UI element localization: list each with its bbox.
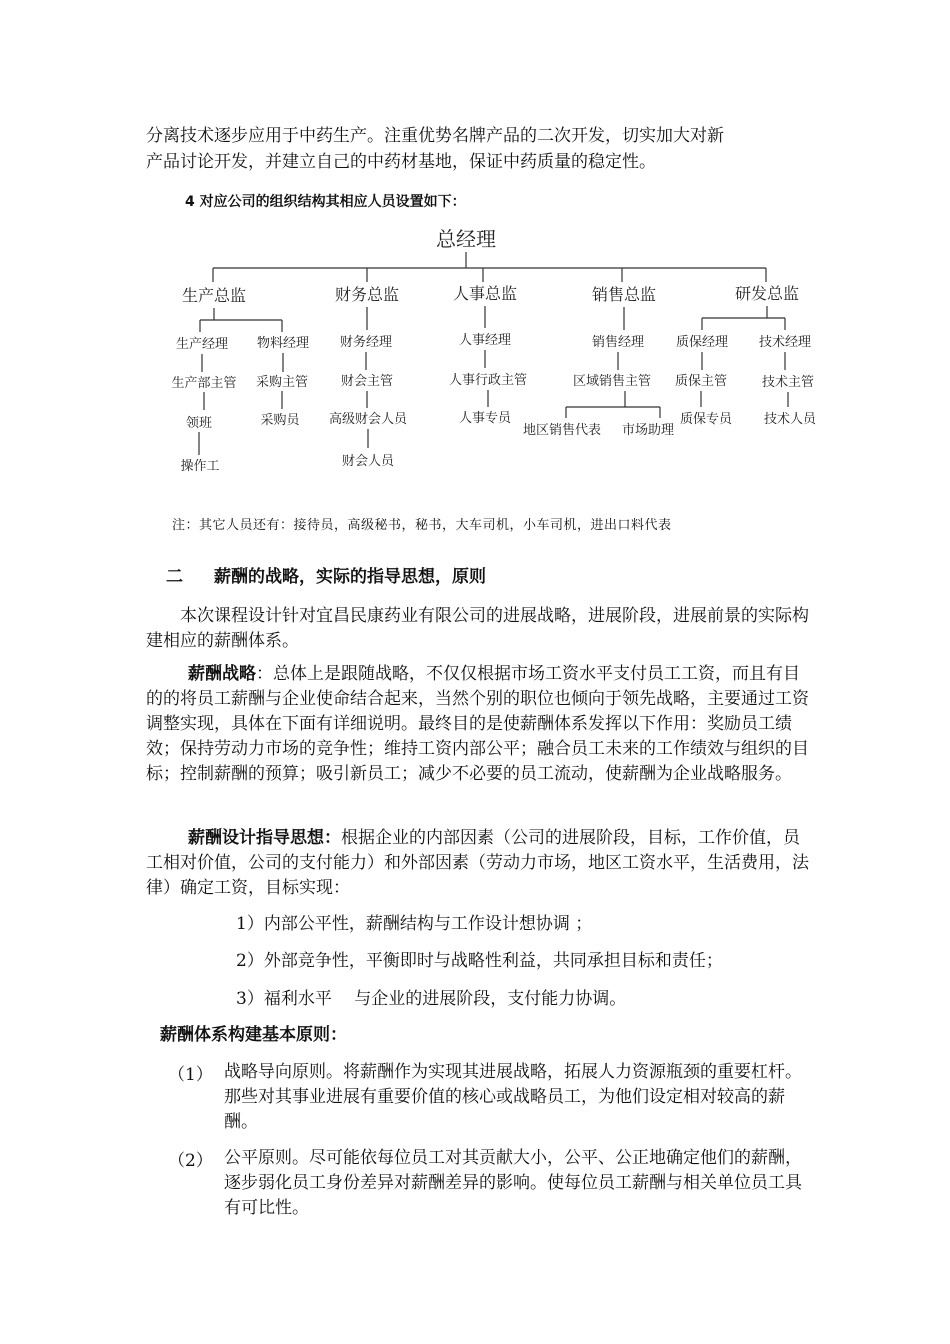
org-fin-supervisor: 财会主管 — [340, 374, 394, 389]
principle-2-text: 公平原则。尽可能依每位员工对其贡献大小，公平、公正地确定他们的薪酬，逐步弱化员工身份差异对薪酬差异的影响。使每位员工薪酬与相关单位员工具有可比性。 — [224, 1148, 802, 1218]
para-intro: 本次课程设计针对宜昌民康药业有限公司的进展战略，进展阶段，进展前景的实际构建相应的薪酬体系。 — [146, 606, 809, 651]
principle-2-number: （2） — [168, 1151, 213, 1171]
org-region-supervisor: 区域销售主管 — [572, 374, 652, 389]
org-root: 总经理 — [436, 227, 496, 251]
org-hr-head: 人事总监 — [452, 284, 518, 303]
guide-text: 根据企业的内部因素（公司的进展阶段，目标，工作价值，员工相对价值，公司的支付能力）和外部因素（劳动力市场，地区工资水平，生活费用，法律）确定工资，目标实现： — [146, 828, 809, 898]
org-qa-supervisor: 质保主管 — [674, 374, 728, 389]
org-sales-rep: 地区销售代表 — [522, 423, 602, 438]
org-rnd-head: 研发总监 — [734, 284, 800, 303]
org-fin-senior: 高级财会人员 — [328, 412, 408, 427]
org-heading: 4 对应公司的组织结构其相应人员设置如下： — [185, 194, 466, 210]
org-fin-manager: 财务经理 — [339, 335, 393, 350]
goal-3: 3）福利水平 与企业的进展阶段，支付能力协调。 — [236, 989, 627, 1009]
org-note: 注：其它人员还有：接待员，高级秘书，秘书，大车司机，小车司机，进出口料代表 — [172, 518, 672, 533]
org-hr-manager: 人事经理 — [458, 333, 512, 348]
org-finance-head: 财务总监 — [334, 285, 400, 304]
goal-1: 1）内部公平性，薪酬结构与工作设计想协调 ； — [236, 914, 593, 934]
org-chart — [0, 0, 950, 520]
org-prod-manager: 生产经理 — [175, 337, 229, 352]
principle-1-text: 战略导向原则。将薪酬作为实现其进展战略，拓展人力资源瓶颈的重要杠杆。那些对其事业进展有重要价值的核心或战略员工，为他们设定相对较高的薪酬。 — [224, 1062, 802, 1132]
strategy-label: 薪酬战略 — [188, 664, 256, 684]
org-hr-admin-supervisor: 人事行政主管 — [448, 373, 528, 388]
org-production-head: 生产总监 — [181, 286, 247, 305]
org-sales-head: 销售总监 — [591, 285, 657, 304]
org-prod-foreman: 领班 — [185, 416, 213, 431]
section-title: 薪酬的战略，实际的指导思想，原则 — [214, 567, 486, 587]
guide-label: 薪酬设计指导思想： — [188, 828, 341, 848]
org-prod-supervisor: 生产部主管 — [171, 376, 237, 391]
principles-heading: 薪酬体系构建基本原则： — [160, 1025, 347, 1045]
org-tech-manager: 技术经理 — [758, 335, 812, 350]
org-qa-specialist: 质保专员 — [679, 412, 733, 427]
org-tech-staff: 技术人员 — [763, 412, 817, 427]
org-purchaser: 采购员 — [260, 413, 300, 428]
org-prod-operator: 操作工 — [180, 459, 220, 474]
guide-paragraph — [146, 826, 810, 901]
org-qa-manager: 质保经理 — [675, 335, 729, 350]
principle-1-number: （1） — [168, 1065, 213, 1085]
intro-line-2: 产品讨论开发，并建立自己的中药材基地，保证中药质量的稳定性。 — [146, 152, 656, 172]
strategy-paragraph — [146, 662, 810, 787]
org-purchase-supervisor: 采购主管 — [255, 375, 309, 390]
intro-line-1: 分离技术逐步应用于中药生产。注重优势名牌产品的二次开发，切实加大对新 — [146, 126, 724, 146]
org-tech-supervisor: 技术主管 — [761, 375, 815, 390]
org-fin-staff: 财会人员 — [341, 454, 395, 469]
strategy-text: ：总体上是跟随战略，不仅仅根据市场工资水平支付员工工资，而且有目的的将员工薪酬与企业使命结合起来，当然个别的职位也倾向于领先战略，主要通过工资调整实现，具体在下面有详细说明。最终目的是使薪酬体系发挥以下作用：奖励员工绩效；保持劳动力市场的竞争性；维持工资内部公平；融合员工未来的工作绩效与组织的目标；控制薪酬的预算；吸引新员工；减少不必要的员工流动，使薪酬为企业战略服务。 — [146, 664, 809, 784]
org-sales-manager: 销售经理 — [591, 335, 645, 350]
goal-2: 2）外部竞争性，平衡即时与战略性利益，共同承担目标和责任； — [236, 951, 723, 971]
org-market-assistant: 市场助理 — [621, 423, 675, 438]
section-number: 二 — [166, 567, 183, 587]
org-hr-specialist: 人事专员 — [458, 411, 512, 426]
org-material-manager: 物料经理 — [256, 336, 310, 351]
